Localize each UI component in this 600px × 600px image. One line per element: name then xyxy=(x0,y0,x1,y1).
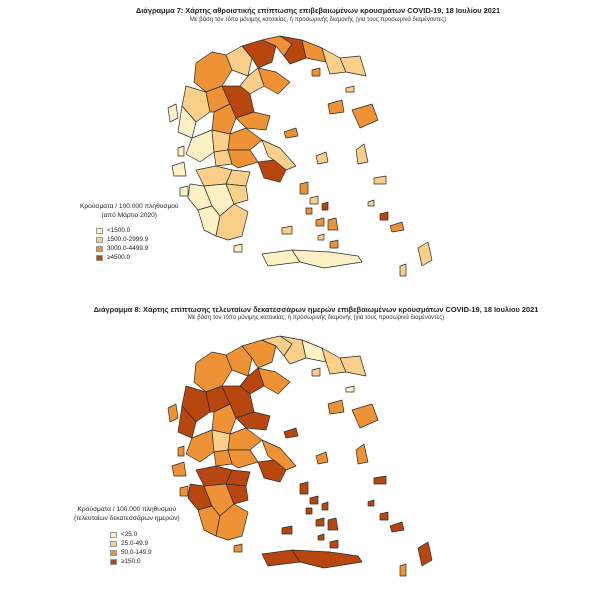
region-rhodes xyxy=(418,242,432,266)
map-subtitle: Με βάση τον τόπο μόνιμης κατοικίας, ή προσωρινής διαμονής (για τους προσωρινά διαμένοντες) xyxy=(189,17,447,23)
legend-swatch xyxy=(96,255,103,261)
region-ios xyxy=(318,534,324,540)
region-lemnos xyxy=(328,400,344,414)
region-rhodes xyxy=(418,542,432,566)
region-karpathos xyxy=(400,264,406,276)
region-skyros xyxy=(316,452,328,464)
legend-items xyxy=(110,530,180,566)
legend-label: ≥150.0 xyxy=(121,558,141,565)
region-chios xyxy=(356,144,368,164)
region-lefkada xyxy=(178,446,184,456)
region-drama-kavala xyxy=(302,340,326,362)
region-kos xyxy=(390,522,404,532)
region-chios xyxy=(356,444,368,464)
region-syros xyxy=(306,508,312,514)
map-legend xyxy=(80,202,179,262)
region-patmos xyxy=(368,200,374,206)
region-evrytania xyxy=(212,430,230,452)
region-naxos xyxy=(328,218,338,230)
legend-item xyxy=(96,253,179,262)
region-halkidiki xyxy=(258,68,290,94)
legend-items xyxy=(96,226,179,262)
region-zakynthos xyxy=(180,486,188,496)
region-halkidiki xyxy=(258,368,290,394)
legend-swatch xyxy=(96,237,103,243)
region-evros xyxy=(340,356,366,376)
region-mykonos xyxy=(322,502,328,510)
region-kefalonia xyxy=(172,462,186,476)
region-skiathos xyxy=(284,128,298,138)
legend-subtitle: (από Μάρτιο 2020) xyxy=(101,212,157,219)
region-fthiotida xyxy=(228,128,262,150)
legend-label: 3000.0-4499.9 xyxy=(107,245,149,252)
legend-swatch xyxy=(110,541,117,547)
legend-title: Κρούσματα / 100.000 πληθυσμού xyxy=(77,506,177,513)
region-santorini xyxy=(330,540,338,548)
region-lemnos xyxy=(328,100,344,114)
legend-label: 50.0-149.9 xyxy=(121,549,152,556)
region-syros xyxy=(306,208,312,214)
region-lesvos xyxy=(352,404,378,428)
region-patmos xyxy=(368,500,374,506)
region-skyros xyxy=(316,152,328,164)
region-tinos xyxy=(310,496,318,504)
region-corfu xyxy=(168,404,178,422)
legend-label: ≥4500.0 xyxy=(107,254,131,261)
legend-subtitle: (τελευταίων δεκατεσσάρων ημερών) xyxy=(74,515,180,522)
legend-item xyxy=(96,244,179,253)
region-naxos xyxy=(328,518,338,530)
legend-item xyxy=(96,226,179,235)
legend-item xyxy=(110,539,180,548)
region-tinos xyxy=(310,196,318,204)
fourteen-day-incidence-map-panel xyxy=(0,300,600,600)
legend-title: Κρούσματα / 100.000 πληθυσμού xyxy=(80,203,179,210)
region-lefkada xyxy=(178,146,184,156)
region-zakynthos xyxy=(180,186,188,196)
legend-item xyxy=(110,557,180,566)
map-title: Διάγραμμα 7: Χάρτης αθροιστικής επίπτωσης επιβεβαιωμένων κρουσμάτων COVID-19, 18 Ιουλίου 2021 xyxy=(135,6,501,15)
map-legend xyxy=(74,505,180,566)
region-kos xyxy=(390,222,404,232)
region-paros xyxy=(316,218,324,226)
legend-label: <1500.0 xyxy=(107,227,131,234)
region-evros xyxy=(340,56,366,76)
region-evrytania xyxy=(212,130,230,152)
region-drama-kavala xyxy=(302,40,326,62)
region-corfu xyxy=(168,104,178,122)
region-skiathos xyxy=(284,428,298,438)
legend-item xyxy=(110,548,180,557)
region-milos xyxy=(282,226,292,234)
legend-swatch xyxy=(96,246,103,252)
region-ios xyxy=(318,234,324,240)
legend-label: 25.0-49.9 xyxy=(121,540,149,547)
legend-swatch xyxy=(96,228,103,234)
legend-item xyxy=(96,235,179,244)
region-fthiotida xyxy=(228,428,262,450)
map-subtitle: Με βάση τον τόπο μόνιμης κατοικίας, ή προσωρινής διαμονής (για τους προσωρινά διαμένοντες) xyxy=(187,315,445,321)
legend-label: <25.0 xyxy=(121,531,138,538)
region-karpathos xyxy=(400,564,406,576)
region-andros xyxy=(300,482,308,494)
region-samos xyxy=(374,176,386,184)
legend-item xyxy=(110,530,180,539)
region-kalymnos xyxy=(380,512,388,520)
region-kythira xyxy=(234,244,242,252)
map-title: Διάγραμμα 8: Χάρτης επίπτωσης τελευταίων δεκατεσσάρων ημερών επιβεβαιωμένων κρουσμάτων COVID-19, 18 Ιουλίου 2021 xyxy=(93,305,539,314)
region-viotia xyxy=(228,150,258,168)
region-kefalonia xyxy=(172,162,186,176)
region-milos xyxy=(282,526,292,534)
legend-swatch xyxy=(110,532,117,538)
region-samos xyxy=(374,476,386,484)
region-santorini xyxy=(330,240,338,248)
region-thasos xyxy=(312,68,320,76)
legend-swatch xyxy=(110,559,117,565)
region-thasos xyxy=(312,368,320,376)
region-crete-east xyxy=(292,550,362,568)
region-lesvos xyxy=(352,104,378,128)
region-samothraki xyxy=(346,386,354,392)
region-andros xyxy=(300,182,308,194)
region-crete-east xyxy=(292,250,362,268)
region-viotia xyxy=(228,450,258,468)
region-kythira xyxy=(234,544,242,552)
region-kalymnos xyxy=(380,212,388,220)
region-samothraki xyxy=(346,86,354,92)
region-paros xyxy=(316,518,324,526)
legend-swatch xyxy=(110,550,117,556)
legend-label: 1500.0-2999.9 xyxy=(107,236,149,243)
region-mykonos xyxy=(322,202,328,210)
